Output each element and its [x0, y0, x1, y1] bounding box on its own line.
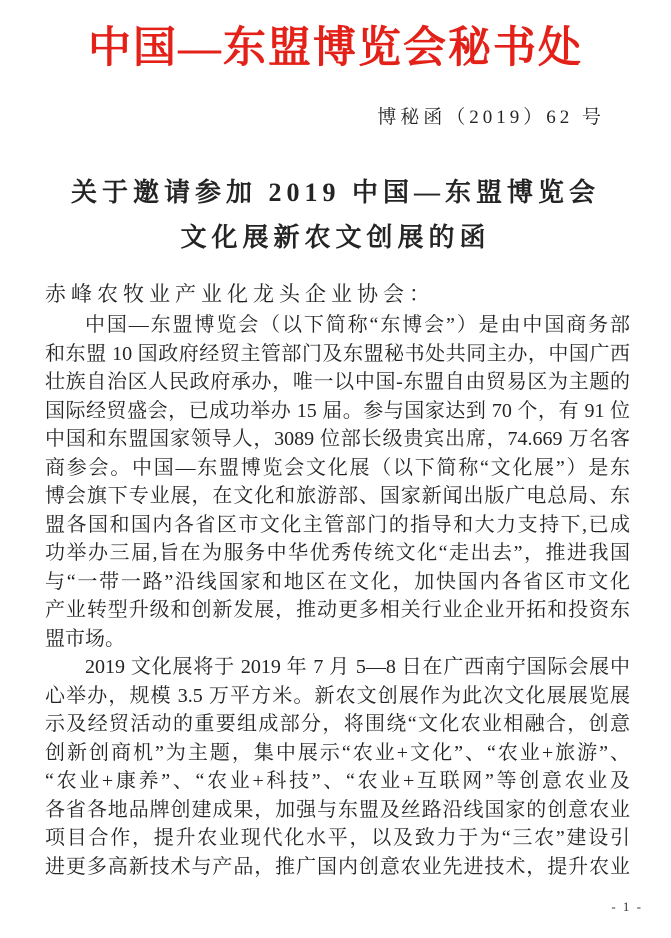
body-text — [45, 311, 630, 881]
body-line: 2019 文化展将于 2019 年 7 月 5—8 日在广西南宁国际会展中 — [85, 656, 630, 678]
body-line: 心举办，规模 3.5 万平方米。新农文创展作为此次文化展展览展 — [45, 684, 630, 707]
body-line: 国际经贸盛会，已成功举办 15 届。参与国家达到 70 个，有 91 位 — [45, 399, 630, 422]
paragraph-1 — [45, 311, 630, 653]
page-number: - 1 - — [611, 899, 643, 914]
letterhead-org-name: 中国—东盟博览会秘书处 — [88, 25, 583, 72]
body-line: 示及经贸活动的重要组成部分，将围绕“文化农业相融合，创意 — [45, 713, 630, 735]
body-line: 和东盟 10 国政府经贸主管部门及东盟秘书处共同主办，中国广西 — [45, 342, 630, 365]
body-line: 创新创商机”为主题，集中展示“农业+文化”、“农业+旅游”、 — [45, 741, 630, 764]
body-line: 项目合作，提升农业现代化水平，以及致力于为“三农”建设引 — [45, 827, 630, 849]
paragraph-2 — [45, 653, 630, 881]
body-line: 中国和东盟国家领导人，3089 位部长级贵宾出席，74.669 万名客 — [45, 428, 630, 450]
body-line: 与“一带一路”沿线国家和地区在文化，加快国内各省区市文化 — [45, 570, 630, 593]
body-line: 盟市场。 — [45, 627, 125, 650]
body-line: 商参会。中国—东盟博览会文化展（以下简称“文化展”）是东 — [45, 456, 630, 479]
body-line: 博会旗下专业展，在文化和旅游部、国家新闻出版广电总局、东 — [45, 485, 630, 507]
body-line: 各省各地品牌创建成果，加强与东盟及丝路沿线国家的创意农业 — [45, 798, 630, 821]
document-title-line1: 关于邀请参加 2019 中国—东盟博览会 — [70, 178, 600, 207]
body-line: 盟各国和国内各省区市文化主管部门的指导和大力支持下,已成 — [45, 513, 630, 536]
document-title — [0, 170, 671, 260]
body-line: 中国—东盟博览会（以下简称“东博会”）是由中国商务部 — [85, 314, 630, 336]
salutation: 赤峰农牧业产业化龙头企业协会： — [45, 282, 435, 306]
body-line: “农业+康养”、“农业+科技”、“农业+互联网”等创意农业及 — [45, 770, 630, 792]
document-title-line2: 文化展新农文创展的函 — [180, 223, 491, 252]
body-line: 进更多高新技术与产品，推广国内创意农业先进技术，提升农业 — [45, 855, 630, 878]
body-line: 产业转型升级和创新发展，推动更多相关行业企业开拓和投资东 — [45, 599, 630, 621]
body-line: 功举办三届,旨在为服务中华优秀传统文化“走出去”，推进我国 — [45, 542, 630, 564]
body-line: 壮族自治区人民政府承办，唯一以中国-东盟自由贸易区为主题的 — [45, 371, 630, 393]
document-number: 博秘函（2019）62 号 — [377, 107, 605, 128]
